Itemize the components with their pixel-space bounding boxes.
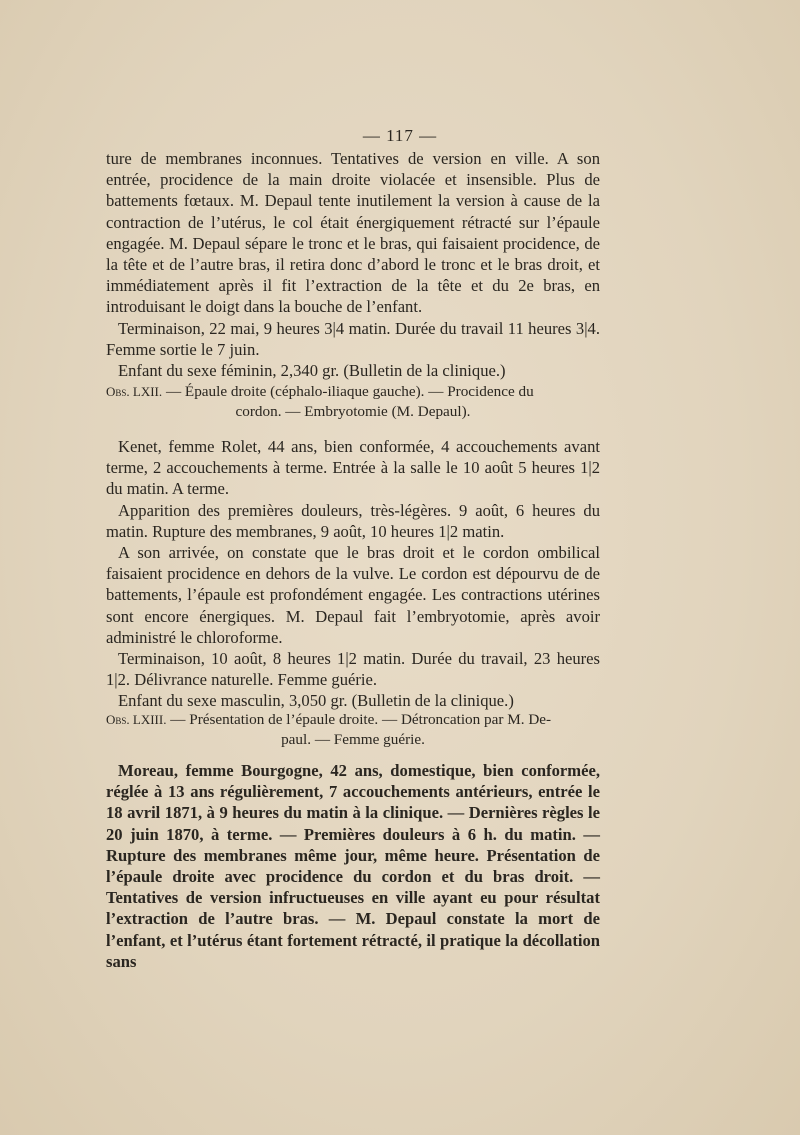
- observation-label: Obs. LXIII.: [106, 712, 167, 727]
- paragraph: Enfant du sexe masculin, 3,050 gr. (Bulletin de la clinique.): [118, 691, 514, 711]
- observation-63-heading: [106, 710, 600, 750]
- observation-label: Obs. LXII.: [106, 384, 163, 399]
- page-number: — 117 —: [362, 126, 438, 145]
- observation-title-line1: — Présentation de l’épaule droite. — Détroncation par M. De-: [166, 711, 552, 728]
- paragraph: Terminaison, 22 mai, 9 heures 3|4 matin. Durée du travail 11 heures 3|4. Femme sortie le 7 juin.: [106, 318, 600, 359]
- observation-title-line1: — Épaule droite (céphalo-iliaque gauche). — Procidence du: [162, 383, 534, 400]
- paragraph: Apparition des premières douleurs, très-légères. 9 août, 6 heures du matin. Rupture des membranes, 9 août, 10 heures 1|2 matin.: [106, 500, 600, 541]
- paragraph: ture de membranes inconnues. Tentatives de version en ville. A son entrée, procidence de la main droite violacée et insensible. Plus de battements fœtaux. M. Depaul tente inutilement la version à cause de la contraction de l’utérus, le col était énergiquement rétracté sur l’épaule engagée. M. Depaul sépare le tronc et le bras, qui faisaient procidence, de la tête et de l’autre bras, il retira donc d’abord le tronc et le bras droit, et immédiatement après il fit l’extraction de la tête et du 2e bras, en introduisant le doigt dans la bouche de l’enfant.: [106, 149, 600, 317]
- observation-63-body: [106, 760, 600, 972]
- observation-title-line2: cordon. — Embryotomie (M. Depaul).: [235, 403, 471, 420]
- observation-62-heading: [106, 382, 600, 422]
- paragraph: Kenet, femme Rolet, 44 ans, bien conformée, 4 accouchements avant terme, 2 accouchements à terme. Entrée à la salle le 10 août 5 heures 1|2 du matin. A terme.: [106, 437, 600, 499]
- paragraph: Enfant du sexe féminin, 2,340 gr. (Bulletin de la clinique.): [118, 361, 506, 381]
- paragraph: Terminaison, 10 août, 8 heures 1|2 matin. Durée du travail, 23 heures 1|2. Délivrance naturelle. Femme guérie.: [106, 649, 600, 690]
- paragraph: Moreau, femme Bourgogne, 42 ans, domestique, bien conformée, réglée à 13 ans régulièrement, 7 accouchements antérieurs, entrée le 18 avril 1871, à 9 heures du matin à la clinique. — Dernières règles le 20 juin 1870, à terme. — Premières douleurs à 6 h. du matin. — Rupture des membranes même jour, même heure. Présentation de l’épaule droite avec procidence du cordon et du bras droit. — Tentatives de version infructueuses en ville ayant eu pour résultat l’extraction de l’autre bras. — M. Depaul constate la mort de l’enfant, et l’utérus étant fortement rétracté, il pratique la décollation sans: [106, 761, 600, 971]
- paragraph: A son arrivée, on constate que le bras droit et le cordon ombilical faisaient procidence en dehors de la vulve. Le cordon est dépourvu de de battements, l’épaule est profondément engagée. Les contractions utérines sont encore énergiques. M. Depaul fait l’embryotomie, après avoir administré le chloroforme.: [106, 543, 600, 647]
- observation-62-body: [106, 436, 600, 712]
- observation-title-line2: paul. — Femme guérie.: [281, 731, 425, 748]
- observation-61-continuation: [106, 148, 600, 381]
